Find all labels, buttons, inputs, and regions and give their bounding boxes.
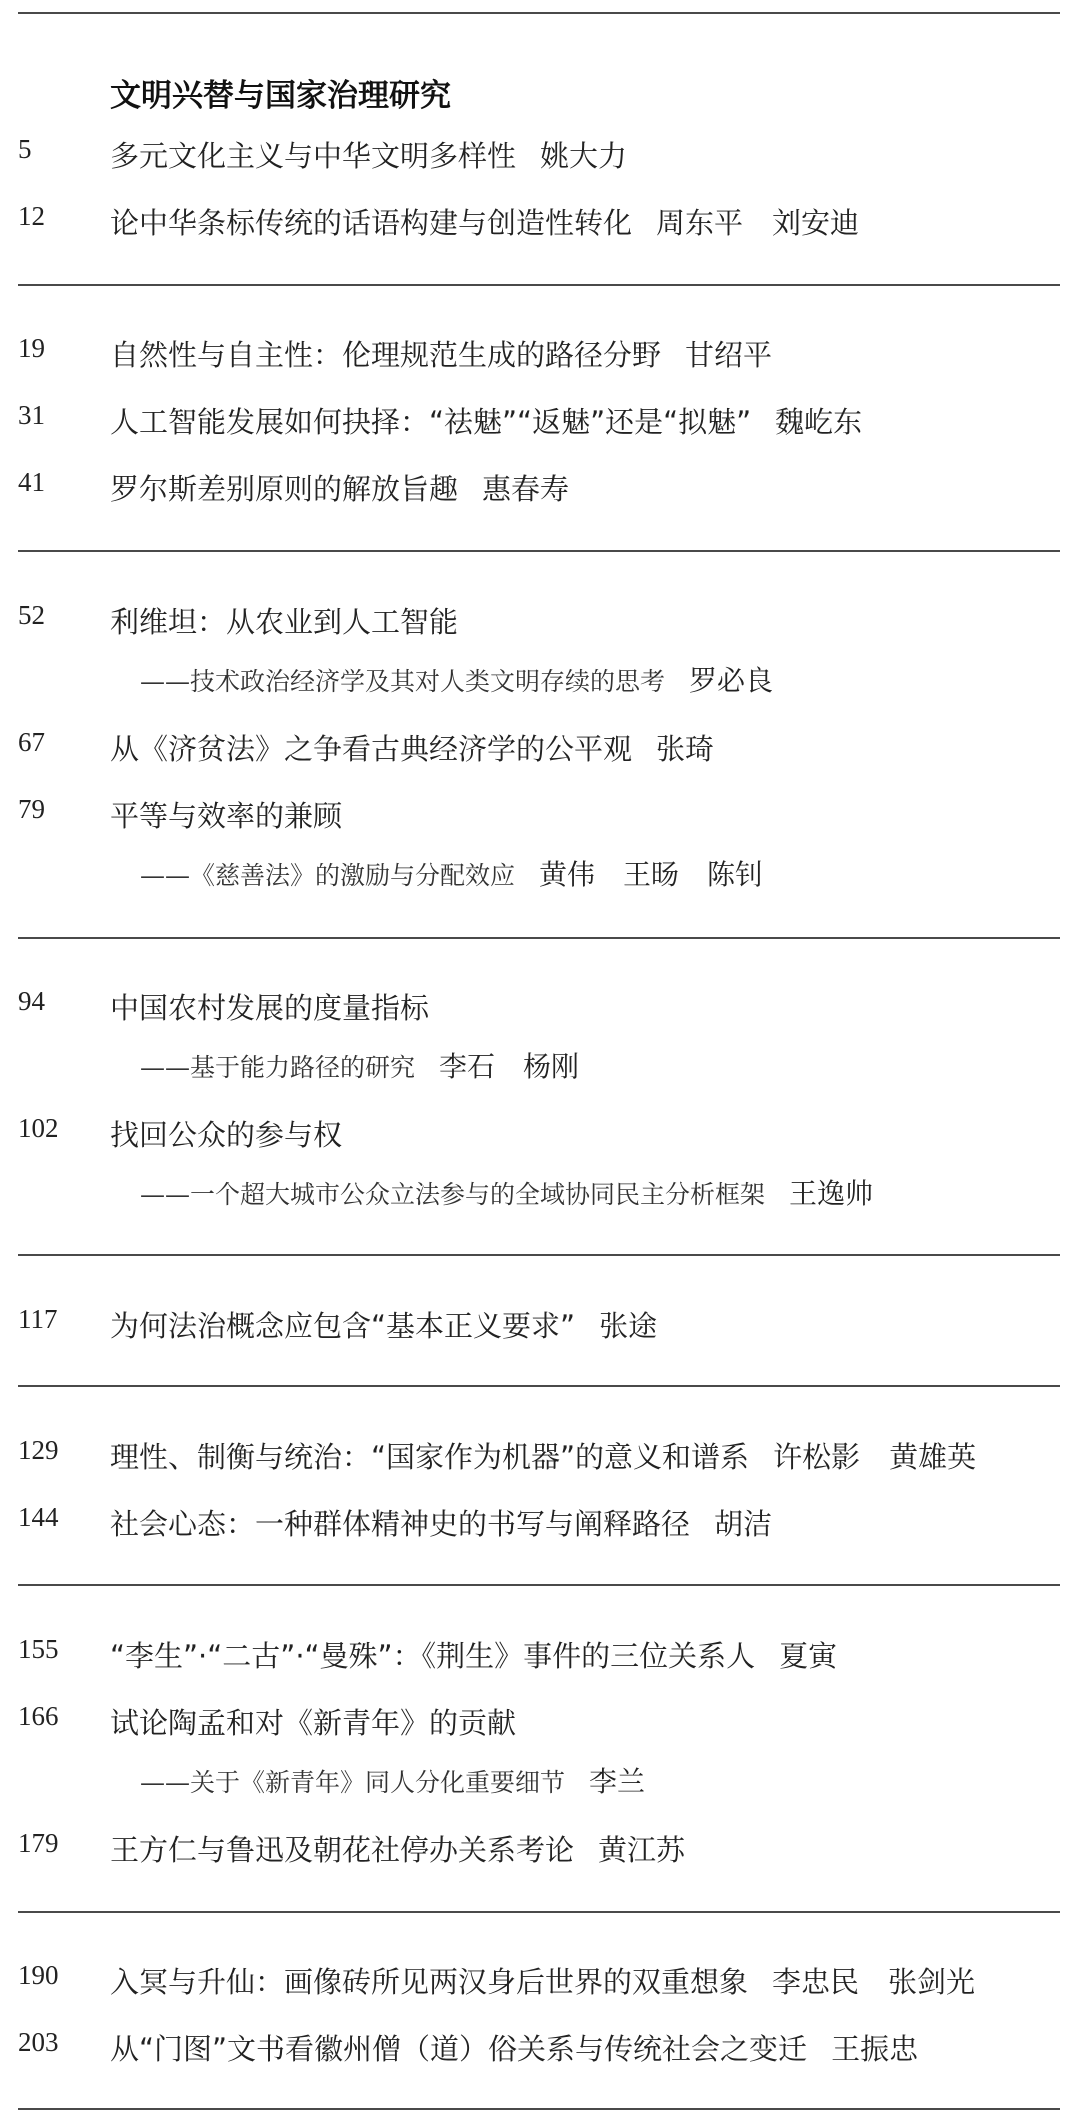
article-title: 中国农村发展的度量指标 — [110, 991, 430, 1025]
article-authors: 罗必良 — [689, 664, 774, 697]
page-number: 102 — [18, 1113, 59, 1143]
page-number: 12 — [18, 201, 45, 231]
page-number: 166 — [18, 1701, 59, 1731]
article-title: 为何法治概念应包含“基本正义要求” 张途 — [110, 1309, 658, 1343]
toc-entry[interactable] — [0, 1304, 1080, 1348]
page-number: 179 — [18, 1828, 59, 1858]
toc-entry[interactable] — [0, 1701, 1080, 1745]
page-number: 117 — [18, 1304, 58, 1334]
page-number: 19 — [18, 333, 45, 363]
toc-entry[interactable] — [0, 201, 1080, 245]
page-number: 155 — [18, 1634, 59, 1664]
article-title: 入冥与升仙：画像砖所见两汉身后世界的双重想象 李忠民 张剑光 — [110, 1965, 976, 1999]
article-subtitle: ——一个超大城市公众立法参与的全域协同民主分析框架 王逸帅 — [140, 1177, 874, 1210]
article-title: 从《济贫法》之争看古典经济学的公平观 张琦 — [110, 732, 715, 766]
toc-entry[interactable] — [0, 1502, 1080, 1546]
group-divider — [18, 1911, 1060, 1913]
rule-top — [18, 12, 1060, 14]
rule-bottom — [18, 2108, 1060, 2110]
group-divider — [18, 937, 1060, 939]
page-number: 41 — [18, 467, 45, 497]
article-authors: 张琦 — [656, 732, 715, 766]
toc-entry[interactable] — [0, 2027, 1080, 2071]
article-title: 多元文化主义与中华文明多样性 姚大力 — [110, 139, 628, 173]
page-number: 31 — [18, 400, 45, 430]
page-number: 67 — [18, 727, 45, 757]
article-subtitle: ——基于能力路径的研究 李石 杨刚 — [140, 1050, 580, 1083]
article-title: 王方仁与鲁迅及朝花社停办关系考论 黄江苏 — [110, 1833, 686, 1867]
toc-subtitle — [0, 1172, 1080, 1216]
page-number: 144 — [18, 1502, 59, 1532]
toc-entry[interactable] — [0, 600, 1080, 644]
page-number: 203 — [18, 2027, 59, 2057]
article-authors: 李忠民 张剑光 — [772, 1965, 976, 1999]
page-number: 94 — [18, 986, 45, 1016]
article-title: “李生”·“二古”·“曼殊”：《荆生》事件的三位关系人 夏寅 — [110, 1639, 838, 1673]
toc-entry[interactable] — [0, 1960, 1080, 2004]
article-authors: 周东平 刘安迪 — [656, 206, 860, 240]
article-subtitle: ——《慈善法》的激励与分配效应 黄伟 王旸 陈钊 — [140, 858, 764, 891]
article-title: 利维坦：从农业到人工智能 — [110, 605, 459, 639]
toc-entry[interactable] — [0, 1828, 1080, 1872]
toc-subtitle — [0, 1045, 1080, 1089]
article-title: 自然性与自主性：伦理规范生成的路径分野 甘绍平 — [110, 338, 773, 372]
toc-entry[interactable] — [0, 467, 1080, 511]
article-authors: 黄伟 王旸 陈钊 — [539, 858, 764, 891]
article-authors: 李兰 — [589, 1765, 646, 1798]
article-title: 理性、制衡与统治：“国家作为机器”的意义和谱系 许松影 黄雄英 — [110, 1440, 977, 1474]
toc-entry[interactable] — [0, 134, 1080, 178]
group-divider — [18, 1254, 1060, 1256]
article-title: 找回公众的参与权 — [110, 1118, 343, 1152]
article-title: 试论陶孟和对《新青年》的贡献 — [110, 1706, 517, 1740]
article-title: 从“门图”文书看徽州僧（道）俗关系与传统社会之变迁 王振忠 — [110, 2032, 919, 2066]
toc-entry[interactable] — [0, 1435, 1080, 1479]
toc-entry[interactable] — [0, 794, 1080, 838]
article-title: 罗尔斯差别原则的解放旨趣 惠春寿 — [110, 472, 570, 506]
toc-entry[interactable] — [0, 333, 1080, 377]
toc-entry[interactable] — [0, 986, 1080, 1030]
article-authors: 黄江苏 — [598, 1833, 686, 1867]
article-authors: 惠春寿 — [482, 472, 570, 506]
article-authors: 王振忠 — [831, 2032, 919, 2066]
page-number: 190 — [18, 1960, 59, 1990]
article-title: 人工智能发展如何抉择：“祛魅”“返魅”还是“拟魅” 魏屹东 — [110, 405, 863, 439]
article-authors: 姚大力 — [540, 139, 628, 173]
section-heading: 文明兴替与国家治理研究 — [110, 78, 451, 114]
toc-subtitle — [0, 659, 1080, 703]
article-subtitle: ——关于《新青年》同人分化重要细节 李兰 — [140, 1765, 646, 1798]
article-authors: 魏屹东 — [775, 405, 863, 439]
page-number: 5 — [18, 134, 32, 164]
article-authors: 李石 杨刚 — [439, 1050, 580, 1083]
toc-entry[interactable] — [0, 1113, 1080, 1157]
toc-entry[interactable] — [0, 727, 1080, 771]
article-title: 社会心态：一种群体精神史的书写与阐释路径 胡洁 — [110, 1507, 773, 1541]
article-title: 平等与效率的兼顾 — [110, 799, 343, 833]
toc-entry[interactable] — [0, 400, 1080, 444]
article-authors: 胡洁 — [714, 1507, 773, 1541]
article-authors: 许松影 黄雄英 — [773, 1440, 977, 1474]
group-divider — [18, 550, 1060, 552]
group-divider — [18, 284, 1060, 286]
article-title: 论中华条标传统的话语构建与创造性转化 周东平 刘安迪 — [110, 206, 860, 240]
group-divider — [18, 1385, 1060, 1387]
page-number: 129 — [18, 1435, 59, 1465]
article-authors: 张途 — [599, 1309, 658, 1343]
page-number: 79 — [18, 794, 45, 824]
page-number: 52 — [18, 600, 45, 630]
group-divider — [18, 1584, 1060, 1586]
article-authors: 夏寅 — [779, 1639, 838, 1673]
toc-subtitle — [0, 853, 1080, 897]
toc-entry[interactable] — [0, 1634, 1080, 1678]
article-authors: 王逸帅 — [789, 1177, 874, 1210]
article-subtitle: ——技术政治经济学及其对人类文明存续的思考 罗必良 — [140, 664, 774, 697]
article-authors: 甘绍平 — [685, 338, 773, 372]
toc-subtitle — [0, 1760, 1080, 1804]
